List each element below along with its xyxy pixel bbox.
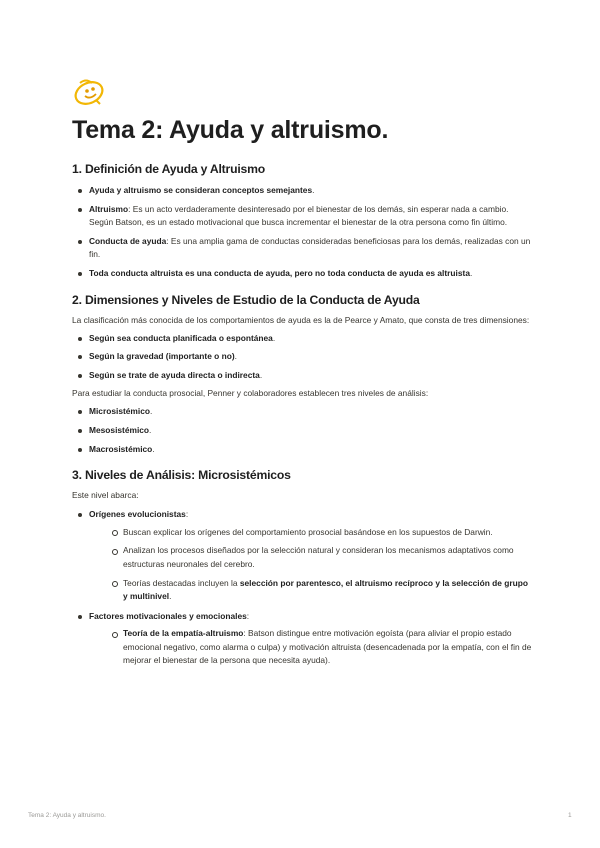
- term-origenes-evolucionistas: Orígenes evolucionistas: [89, 509, 186, 520]
- bold-text: selección por parentesco, el altruismo recíproco y la selección de grupo y multinivel: [123, 577, 528, 602]
- term-empatia-altruismo: Teoría de la empatía-altruismo: [123, 628, 244, 639]
- section-heading-1: 1. Definición de Ayuda y Altruismo: [72, 162, 265, 176]
- punctuation: .: [152, 443, 155, 454]
- term-conducta-de-ayuda: Conducta de ayuda: [89, 235, 167, 246]
- page-title: Tema 2: Ayuda y altruismo.: [72, 116, 389, 144]
- list-item: [72, 203, 534, 230]
- term-altruismo: Altruismo: [89, 203, 129, 214]
- list-item: [72, 508, 534, 604]
- bold-text: Macrosistémico: [89, 443, 153, 454]
- list-item: [72, 332, 534, 346]
- punctuation: .: [259, 369, 263, 380]
- list-item: [72, 405, 534, 419]
- section-3-list: [72, 508, 534, 668]
- bold-text: Según se trate de ayuda directa o indirecta: [89, 369, 260, 380]
- bold-text: Mesosistémico: [89, 424, 150, 435]
- list-item: [72, 424, 534, 438]
- bold-text: Microsistémico: [89, 406, 150, 417]
- sub-list-item: [106, 526, 534, 540]
- punctuation: :: [246, 610, 250, 621]
- definition-text: : Es una amplia gama de conductas consideradas beneficiosas para los demás, realizadas con un fin.: [89, 235, 531, 260]
- punctuation: :: [185, 509, 189, 520]
- sub-list-item: [106, 627, 534, 668]
- punctuation: .: [149, 406, 153, 417]
- punctuation: .: [169, 591, 172, 602]
- bold-text: Toda conducta altruista es una conducta de ayuda, pero no toda conducta de ayuda es altruista: [89, 267, 470, 278]
- list-item: [72, 610, 534, 668]
- list-item: [72, 369, 534, 383]
- paragraph: La clasificación más conocida de los comportamientos de ayuda es la de Pearce y Amato, que consta de tres dimensiones:: [72, 314, 530, 325]
- section-1-list: [72, 184, 534, 281]
- punctuation: .: [234, 351, 237, 362]
- list-item: [72, 443, 534, 457]
- bold-text: Según sea conducta planificada o espontánea: [89, 332, 273, 343]
- sub-list: [106, 627, 534, 668]
- term-factores-motivacionales: Factores motivacionales y emocionales: [89, 610, 247, 621]
- list-item: [72, 350, 534, 364]
- definition-text: : Es un acto verdaderamente desinteresado por el bienestar de los demás, sin esperar nada a cambio. Según Batson, es un estado motivacional que busca incrementar el bienestar de la otra persona como fin último.: [89, 203, 509, 228]
- paragraph: Para estudiar la conducta prosocial, Penner y colaboradores establecen tres niveles de análisis:: [72, 388, 429, 399]
- footer-title: Tema 2: Ayuda y altruismo.: [28, 812, 106, 819]
- item-text: Analizan los procesos diseñados por la selección natural y consideran los mecanismos adaptativos como estructuras neuronales del cerebro.: [123, 545, 514, 569]
- list-item: [72, 267, 534, 281]
- sub-list-item: [106, 544, 534, 571]
- dimensions-list: [72, 332, 534, 383]
- page-number: 1: [568, 812, 572, 819]
- document-body: [72, 160, 534, 668]
- punctuation: .: [312, 185, 315, 195]
- levels-list: [72, 405, 534, 456]
- punctuation: .: [272, 332, 276, 343]
- bold-text: Según la gravedad (importante o no): [89, 351, 235, 362]
- item-text: Buscan explicar los orígenes del comportamiento prosocial basándose en los supuestos de Darwin.: [123, 526, 493, 537]
- punctuation: .: [469, 267, 473, 278]
- list-item: [72, 184, 534, 198]
- section-heading-3: 3. Niveles de Análisis: Microsistémicos: [72, 468, 291, 483]
- item-text: : Batson distingue entre motivación egoísta (para aliviar el propio estado emocional negativo, como alarma o culpa) y motivación altruista (desencadenada por la empatía, con el fin de mejorar el bienestar de la persona que necesita ayuda).: [123, 628, 532, 666]
- sub-list-item: [106, 577, 534, 604]
- punctuation: .: [149, 424, 152, 435]
- section-heading-2: 2. Dimensiones y Niveles de Estudio de la Conducta de Ayuda: [72, 292, 420, 307]
- list-item: [72, 235, 534, 262]
- sub-list: [106, 526, 534, 604]
- item-text: Teorías destacadas incluyen la: [123, 577, 240, 588]
- sunny-face-icon: [72, 74, 106, 108]
- bold-text: Ayuda y altruismo se consideran conceptos semejantes: [89, 185, 313, 195]
- paragraph: Este nivel abarca:: [72, 490, 139, 501]
